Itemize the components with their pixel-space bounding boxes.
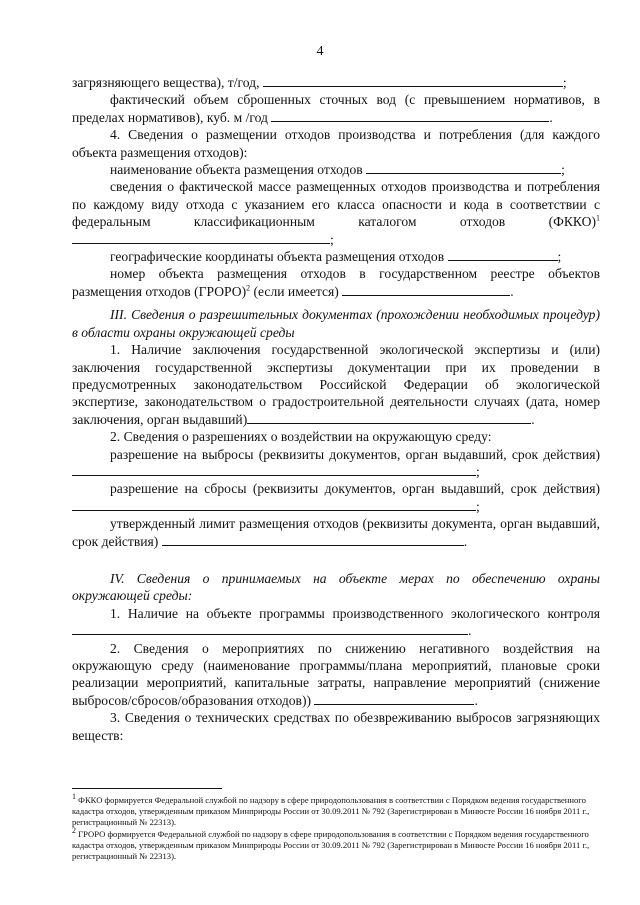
paragraph-emission-permit: разрешение на выбросы (реквизиты документов, орган выдавший, срок действия); <box>72 446 600 481</box>
paragraph-expertise: 1. Наличие заключения государственной экологической экспертизы и (или) заключения государственной экспертизы документации при их проведении в предусмотренных законодательством Российской Федерации об экологической экспертизе, законодательством о градостроительной деятельности случаях (дата, номер заключения, орган выдавший) . <box>72 342 600 427</box>
paragraph-technical-means: 3. Сведения о технических средствах по обезвреживанию выбросов загрязняющих веществ: <box>72 710 600 743</box>
paragraph-waste-disposal-heading: 4. Сведения о размещении отходов производства и потребления (для каждого объекта размещения отходов): <box>72 127 600 160</box>
section-3-heading: III. Сведения о разрешительных документах (прохождении необходимых процедур) в области охраны окружающей среды <box>72 307 600 340</box>
paragraph-wastewater-volume: фактический объем сброшенных сточных вод (с превышением нормативов, в пределах нормативов), куб. м /год . <box>72 92 600 125</box>
paragraph-waste-mass: сведения о фактической массе размещенных отходов производства и потребления по каждому виду отхода с указанием его класса опасности и кода в соответствии с федеральным классификационным каталогом отходов (ФККО)$^1$; <box>72 179 600 247</box>
paragraph-coordinates: географические координаты объекта размещения отходов ; <box>110 249 562 265</box>
section-4-heading: IV. Сведения о принимаемых на объекте мерах по обеспечению охраны окружающей среды: <box>72 570 600 604</box>
footnote-separator <box>72 788 222 789</box>
footnote-2: $^2$ ГРОРО формируется Федеральной службой по надзору в сфере природопользования в соответствии с Порядком ведения государственного кадастра отходов, утвержденным приказом Минприроды России от 30.09.2011 № 792 (Зарегистрирован в Минюсте России 16 ноября 2011 г., регистрационный № 22313). <box>72 825 590 862</box>
paragraph-waste-limit: утвержденный лимит размещения отходов (реквизиты документа, орган выдавший, срок действия) . <box>72 516 600 549</box>
page-number: 4 <box>316 44 324 59</box>
paragraph-permits-heading: 2. Сведения о разрешениях о воздействии на окружающую среду: <box>110 429 492 445</box>
footnotes <box>72 792 600 862</box>
paragraph-pollutant: загрязняющего вещества), т/год, ; <box>72 75 567 90</box>
paragraph-groro-number: номер объекта размещения отходов в государственном реестре объектов размещения отходов (ГРОРО)$^2$ (если имеется) . <box>72 266 600 299</box>
paragraph-mitigation-measures: 2. Сведения о мероприятиях по снижению негативного воздействия на окружающую среду (наименование программы/плана мероприятий, плановые сроки реализации мероприятий, капитальные затраты, направление мероприятий (снижение выбросов/сбросов/образования отходов)) . <box>72 640 600 708</box>
paragraph-control-program: 1. Наличие на объекте программы производственного экологического контроля. <box>72 605 600 640</box>
footnote-1: $^1$ ФККО формируется Федеральной службой по надзору в сфере природопользования в соответствии с Порядком ведения государственного кадастра отходов, утвержденным приказом Минприроды России от 30.09.2011 № 792 (Зарегистрирован в Минюсте России 16 ноября 2011 г., регистрационный № 22313). <box>72 792 590 828</box>
document-body <box>72 74 600 744</box>
paragraph-waste-site-name: наименование объекта размещения отходов ; <box>110 162 565 178</box>
paragraph-discharge-permit: разрешение на сбросы (реквизиты документов, орган выдавший, срок действия) ; <box>72 480 600 515</box>
